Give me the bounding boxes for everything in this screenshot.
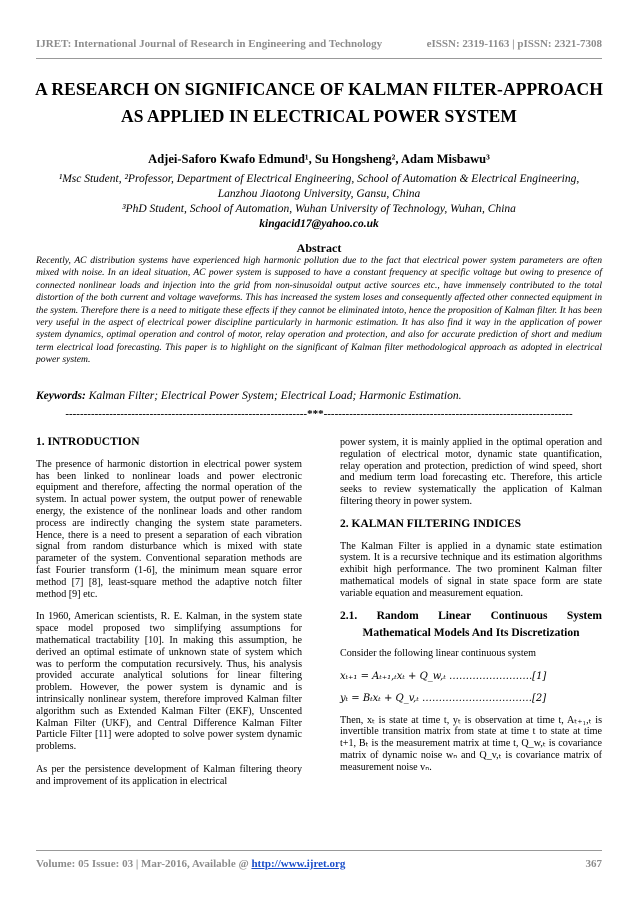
abstract-body: Recently, AC distribution systems have experienced high harmonic pollution due to the fact that electrical power system parameters are often mixed with noise. In an ideal situation, AC power system is supposed to have a constant frequency at specific voltage but owing to presence of connected nonlinear loads and injection into the grid from non-sinusoidal output active sources etc., have immensely contributed to the total distortion of the both current and voltage waveforms. This has increased the system loses and consequently affected other connected equipment in the system. Therefore there is a need to mitigate these effects if they cannot be eliminated intoto, hence the proposition of Kalman filter. It has been very useful in the aspect of electrical power discipline particularly in harmonic estimation. It has also find it way in the application of power system dynamics, optimal operation and control of motor, relay operation and protection, and also for accurate prediction of short and medium term electrical load forecasting. This paper is to highlight on the significant of Kalman filter methodological approach as adopted in electrical power system.: [36, 255, 602, 366]
section-separator: ------------------------------------------------------------------***--------------------------------------------------------------------: [65, 408, 573, 420]
footer-rule: [36, 850, 602, 851]
abstract-heading: Abstract: [296, 241, 342, 255]
authors: Adjei-Saforo Kwafo Edmund¹, Su Hongsheng², Adam Misbawu³: [148, 152, 490, 166]
section-1-paragraph-1: The presence of harmonic distortion in electrical power system has been linked to nonlinear loads and power electronic equipment and therefore, affecting the normal operation of the system. In actual power system, the output power of renewable energy, the existence of the nonlinear loads and other random process are indirectly changing the system state parameters. Hence, there is a need to present a separation of each vibration signal from random disturbance which is mixed with state parameter of the system. Conventional separation methods are fast Fourier transform (1-6], the minimum mean square error method [7] [8], least-square method the adaptive notch filter method [9] etc.: [36, 458, 302, 600]
section-2-paragraph-1: The Kalman Filter is applied in a dynamic state estimation system. It is a recursive technique and its estimation algorithms exhibit high performance. The two prominent Kalman filter mathematical models of signal in state space form are state variable equation and measurement equation.: [340, 540, 602, 599]
section-2-1-paragraph-2: Then, xₜ is state at time t, yₜ is observation at time t, Aₜ₊₁,ₜ is invertible transition matrix from state at time t to state at time t+1, Bₜ is the measurement matrix at time t, Q_w,ₜ is covariance matrix of dynamic noise wₙ and Q_v,ₜ is covariance matrix of measurement noise vₙ.: [340, 714, 602, 773]
journal-url-link[interactable]: http://www.ijret.org: [251, 858, 346, 870]
section-1-heading: 1. INTRODUCTION: [36, 436, 140, 448]
section-2-1-heading: [340, 611, 602, 623]
section-2-heading: 2. KALMAN FILTERING INDICES: [340, 517, 522, 530]
keywords: [36, 390, 602, 402]
author-email[interactable]: kingacid17@yahoo.co.uk: [259, 218, 379, 230]
right-column: [340, 437, 602, 785]
section-2-1-word-4: System: [566, 609, 602, 622]
section-2-1-number: 2.1.: [340, 609, 358, 622]
section-2-1-heading-line-2: Mathematical Models And Its Discretization: [362, 627, 580, 640]
affiliation-1: ¹Msc Student, ²Professor, Department of Electrical Engineering, School of Automation & Electrical Engineering,: [58, 173, 580, 185]
affiliations: [30, 172, 608, 232]
equation-2: yₜ = Bₜxₜ + Q_v,ₜ ……………………………[2]: [340, 692, 547, 704]
title-line-2: AS APPLIED IN ELECTRICAL POWER SYSTEM: [120, 106, 518, 126]
issn-text: eISSN: 2319-1163 | pISSN: 2321-7308: [426, 38, 602, 50]
section-2-1-word-2: Linear: [438, 609, 472, 622]
title-line-1: A RESEARCH ON SIGNIFICANCE OF KALMAN FILTER-APPROACH: [35, 79, 603, 99]
left-column: [36, 437, 302, 799]
affiliation-3: ³PhD Student, School of Automation, Wuhan University of Technology, Wuhan, China: [122, 203, 516, 215]
footer-volume: [36, 858, 345, 870]
keywords-text: Kalman Filter; Electrical Power System; Electrical Load; Harmonic Estimation.: [88, 390, 462, 402]
running-header: [36, 38, 602, 50]
footer-volume-text: Volume: 05 Issue: 03 | Mar-2016, Available @: [36, 858, 252, 870]
journal-name: IJRET: International Journal of Research in Engineering and Technology: [36, 38, 383, 50]
affiliation-2: Lanzhou Jiaotong University, Gansu, China: [217, 188, 421, 200]
header-rule: [36, 58, 602, 59]
right-paragraph-1: power system, it is mainly applied in the optimal operation and regulation of electrical motor, dynamic state quantification, relay operation and protection, prediction of wind speed, short and medium term load forecasting etc. Therefore, this article seeks to review systematically the application of Kalman filtering theory in power system.: [340, 437, 602, 507]
running-footer: [36, 858, 602, 870]
paper-title: [30, 76, 608, 130]
equation-1: xₜ₊₁ = Aₜ₊₁,ₜxₜ + Q_w,ₜ …………………….[1]: [340, 670, 547, 682]
section-2-1-paragraph-1: Consider the following linear continuous system: [340, 648, 536, 660]
section-2-1-word-1: Random: [376, 609, 419, 622]
section-1-paragraph-3: As per the persistence development of Kalman filtering theory and improvement of its application in electrical: [36, 763, 302, 787]
section-2-1-word-3: Continuous: [490, 609, 548, 622]
section-1-paragraph-2: In 1960, American scientists, R. E. Kalman, in the system state space model proposed two simplifying assumptions for mathematical tractability [10]. In making this assumption, he derived an optimal estimate of unknown state of system which was to perform the computation recursively. Thus, his analysis provided accurate analytical solutions for linear filtering problem. However, the power system is dynamic and is intrinsically nonlinear system, therefore improved Kalman filter algorithm such as Extended Kalman Filter (EKF), Unscented Kalman Filter (UKF), and Central Difference Kalman Filter Particle Filter [11] were adopted to solve power system dynamic problems.: [36, 611, 302, 753]
keywords-label: Keywords:: [36, 390, 86, 402]
page-number: 367: [585, 858, 602, 870]
